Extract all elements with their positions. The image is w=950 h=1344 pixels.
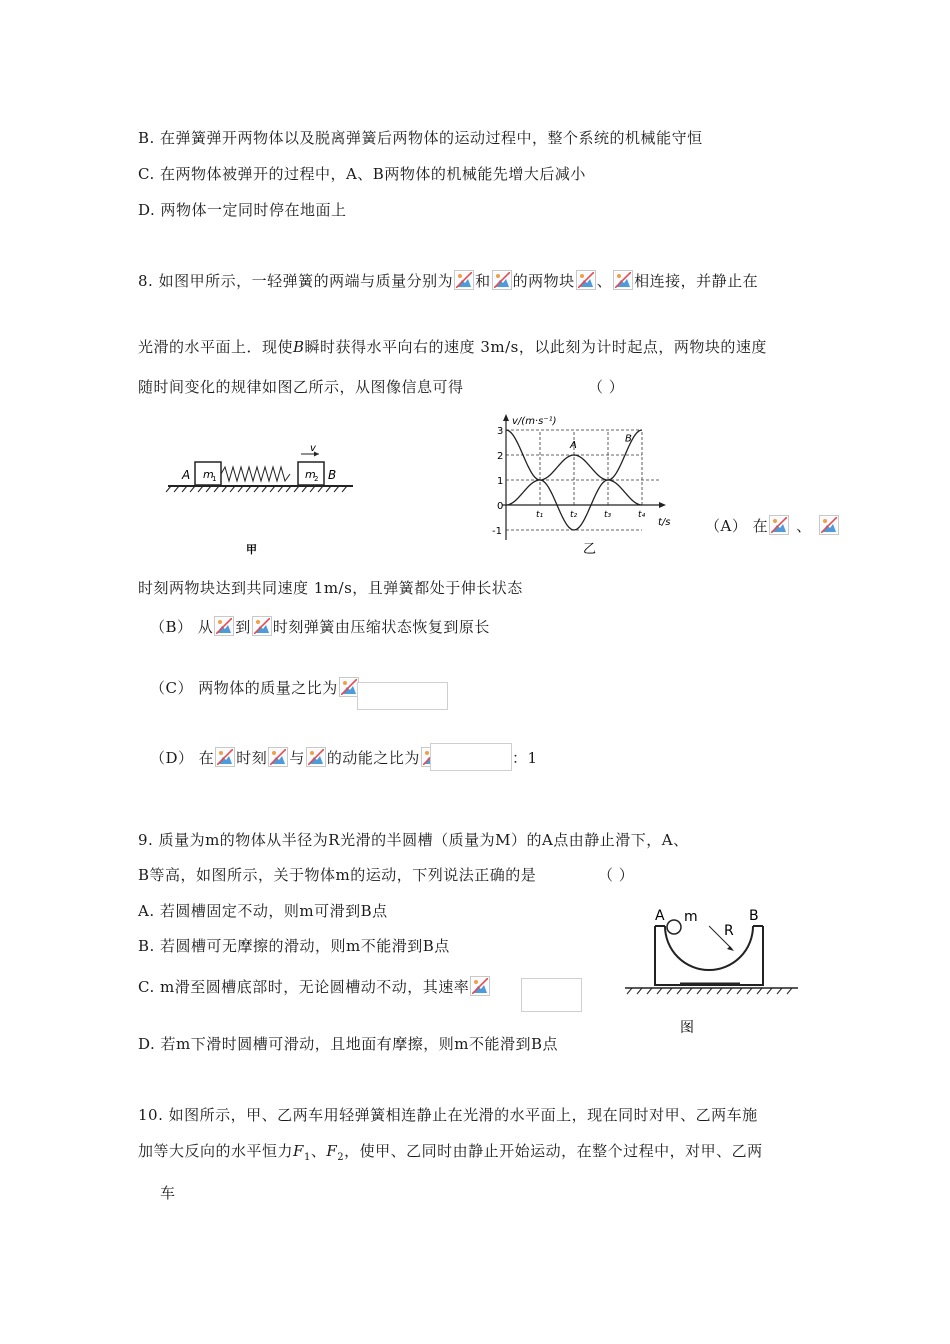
q8-stem-text: 瞬时获得水平向右的速度 3m/s，以此刻为计时起点，两物块的速度 — [304, 338, 767, 356]
q8-option-a-text: 、 — [796, 517, 812, 535]
q8-option-d-text: 的动能之比为 — [326, 749, 420, 767]
q10-stem-text: ，使甲、乙同时由静止开始运动，在整个过程中，对甲、乙两 — [344, 1142, 763, 1160]
q8-option-b — [150, 616, 490, 637]
chart-x-tick-label: t₄ — [638, 510, 646, 520]
chart-y-tick-label: 0 — [497, 501, 504, 512]
broken-image-icon — [252, 616, 272, 636]
q9-stem-line-1: 9. 质量为m的物体从半径为R光滑的半圆槽（质量为M）的A点由静止滑下，A、 — [138, 831, 689, 849]
q8-option-c — [150, 677, 360, 698]
q9-fig-label-a: A — [655, 908, 665, 924]
q8-stem-line-3: 随时间变化的规律如图乙所示，从图像信息可得 — [138, 378, 464, 396]
q8-option-a-text: （A） 在 — [705, 517, 769, 535]
broken-image-icon — [215, 747, 235, 767]
q9-option-c — [138, 976, 491, 997]
q7-option-d: D. 两物体一定同时停在地面上 — [138, 201, 347, 219]
q8-option-b-text: 到 — [235, 618, 251, 636]
q10-stem-text: 、 — [310, 1142, 327, 1160]
q8-stem-text: 光滑的水平面上．现使 — [138, 338, 294, 356]
q9-stem-line-2: B等高，如图所示，关于物体m的运动，下列说法正确的是 — [138, 866, 537, 884]
chart-y-tick-label: 3 — [497, 426, 504, 437]
q8-option-b-text: 时刻弹簧由压缩状态恢复到原长 — [272, 618, 490, 636]
q9-option-d: D. 若m下滑时圆槽可滑动，且地面有摩擦，则m不能滑到B点 — [138, 1035, 559, 1053]
q9-figure-half-groove — [620, 905, 805, 1040]
broken-image-icon — [306, 747, 326, 767]
q8-option-d-text: （D） 在 — [150, 749, 215, 767]
q8-option-c-text: （C） 两物体的质量之比为 — [150, 679, 338, 697]
chart-y-tick-label: -1 — [492, 526, 502, 537]
q9-fig-label-r: R — [724, 923, 734, 939]
chart-y-tick-label: 2 — [497, 451, 504, 462]
q8-stem-text: 的两物块 — [512, 272, 575, 290]
q8-fig-label-b: B — [328, 468, 337, 482]
chart-series-labels — [569, 434, 632, 452]
q8-body-b-label: B — [293, 338, 305, 356]
q8-option-a-head — [705, 515, 840, 536]
chart-x-tick-label: t₃ — [604, 510, 612, 520]
chart-y-tick-label: 1 — [497, 476, 504, 487]
q9-fig-caption: 图 — [680, 1020, 694, 1036]
q8-fig-label-m1: m — [203, 468, 214, 481]
broken-image-icon — [454, 270, 474, 290]
broken-image-icon — [819, 515, 839, 535]
q7-option-b: B. 在弹簧弹开两物体以及脱离弹簧后两物体的运动过程中，整个系统的机械能守恒 — [138, 129, 703, 147]
broken-image-icon — [613, 270, 633, 290]
q10-stem-text: 加等大反向的水平恒力 — [138, 1142, 294, 1160]
q7-option-c: C. 在两物体被弹开的过程中，A、B两物体的机械能先增大后减小 — [138, 165, 586, 183]
q8-answer-paren: （ ） — [588, 378, 625, 396]
q8-option-d-formula-box — [430, 743, 512, 771]
q8-fig-label-v: v — [310, 443, 316, 454]
q10-force-f2-sub: 2 — [337, 1152, 345, 1163]
q8-option-d-text: 时刻 — [236, 749, 268, 767]
chart-y-axis-arrow — [503, 414, 509, 421]
q8-option-d-ratio: ：1 — [512, 749, 538, 767]
q8-stem-line-1 — [138, 270, 758, 291]
q9-option-c-text: C. m滑至圆槽底部时，无论圆槽动不动，其速率 — [138, 978, 470, 996]
q9-option-c-formula-box — [521, 978, 582, 1012]
chart-y-axis-label: v/(m·s⁻¹) — [512, 416, 557, 427]
q10-stem-line-2 — [138, 1140, 763, 1163]
q8-chart-yi — [470, 405, 695, 555]
q8-option-d — [150, 747, 442, 768]
q10-force-f1: F — [293, 1142, 304, 1160]
q9-option-a: A. 若圆槽固定不动，则m可滑到B点 — [138, 902, 388, 920]
chart-series-label-a: A — [570, 440, 577, 451]
broken-image-icon — [339, 677, 359, 697]
q8-fig-caption-jia: 甲 — [246, 543, 257, 556]
q8-stem-text: 相连接，并静止在 — [634, 272, 759, 290]
chart-x-tick-label: t₁ — [536, 510, 544, 520]
q10-stem-line-3: 车 — [160, 1184, 176, 1202]
broken-image-icon — [769, 515, 789, 535]
broken-image-icon — [268, 747, 288, 767]
chart-tick-labels — [492, 426, 646, 537]
broken-image-icon — [470, 976, 490, 996]
q8-option-b-text: （B） 从 — [150, 618, 214, 636]
q10-stem-line-1: 10. 如图所示，甲、乙两车用轻弹簧相连静止在光滑的水平面上，现在同时对甲、乙两车施 — [138, 1106, 758, 1124]
q8-stem-text: 、 — [596, 272, 613, 290]
broken-image-icon — [576, 270, 596, 290]
q8-stem-text: 8. 如图甲所示，一轻弹簧的两端与质量分别为 — [138, 272, 454, 290]
q8-stem-text: 和 — [475, 272, 491, 290]
q8-option-d-text: 与 — [289, 749, 305, 767]
q8-option-c-formula-box — [357, 682, 448, 710]
q9-answer-paren: （ ） — [598, 866, 635, 884]
q8-stem-line-2 — [138, 336, 767, 357]
q8-figure-jia — [165, 440, 365, 560]
chart-x-tick-label: t₂ — [570, 510, 578, 520]
chart-series-label-b: B — [625, 433, 632, 445]
q10-force-f1-sub: 1 — [303, 1152, 311, 1163]
q8-fig-label-m2-sub: 2 — [314, 475, 319, 483]
chart-x-axis-label: t/s — [658, 517, 671, 528]
chart-guide-lines — [506, 430, 660, 530]
broken-image-icon — [214, 616, 234, 636]
q8-fig-label-a: A — [182, 468, 191, 482]
q9-fig-label-m: m — [684, 909, 698, 925]
q9-option-b: B. 若圆槽可无摩擦的滑动，则m不能滑到B点 — [138, 937, 450, 955]
q8-option-a-tail: 时刻两物块达到共同速度 1m/s，且弹簧都处于伸长状态 — [138, 579, 523, 597]
chart-x-axis-arrow — [659, 502, 666, 508]
q8-fig-caption-yi: 乙 — [583, 542, 597, 555]
broken-image-icon — [492, 270, 512, 290]
q10-force-f2: F — [326, 1142, 338, 1160]
q8-fig-label-m1-sub: 1 — [212, 475, 217, 483]
q9-fig-label-b: B — [749, 908, 759, 924]
q8-fig-label-m2: m — [305, 468, 316, 481]
